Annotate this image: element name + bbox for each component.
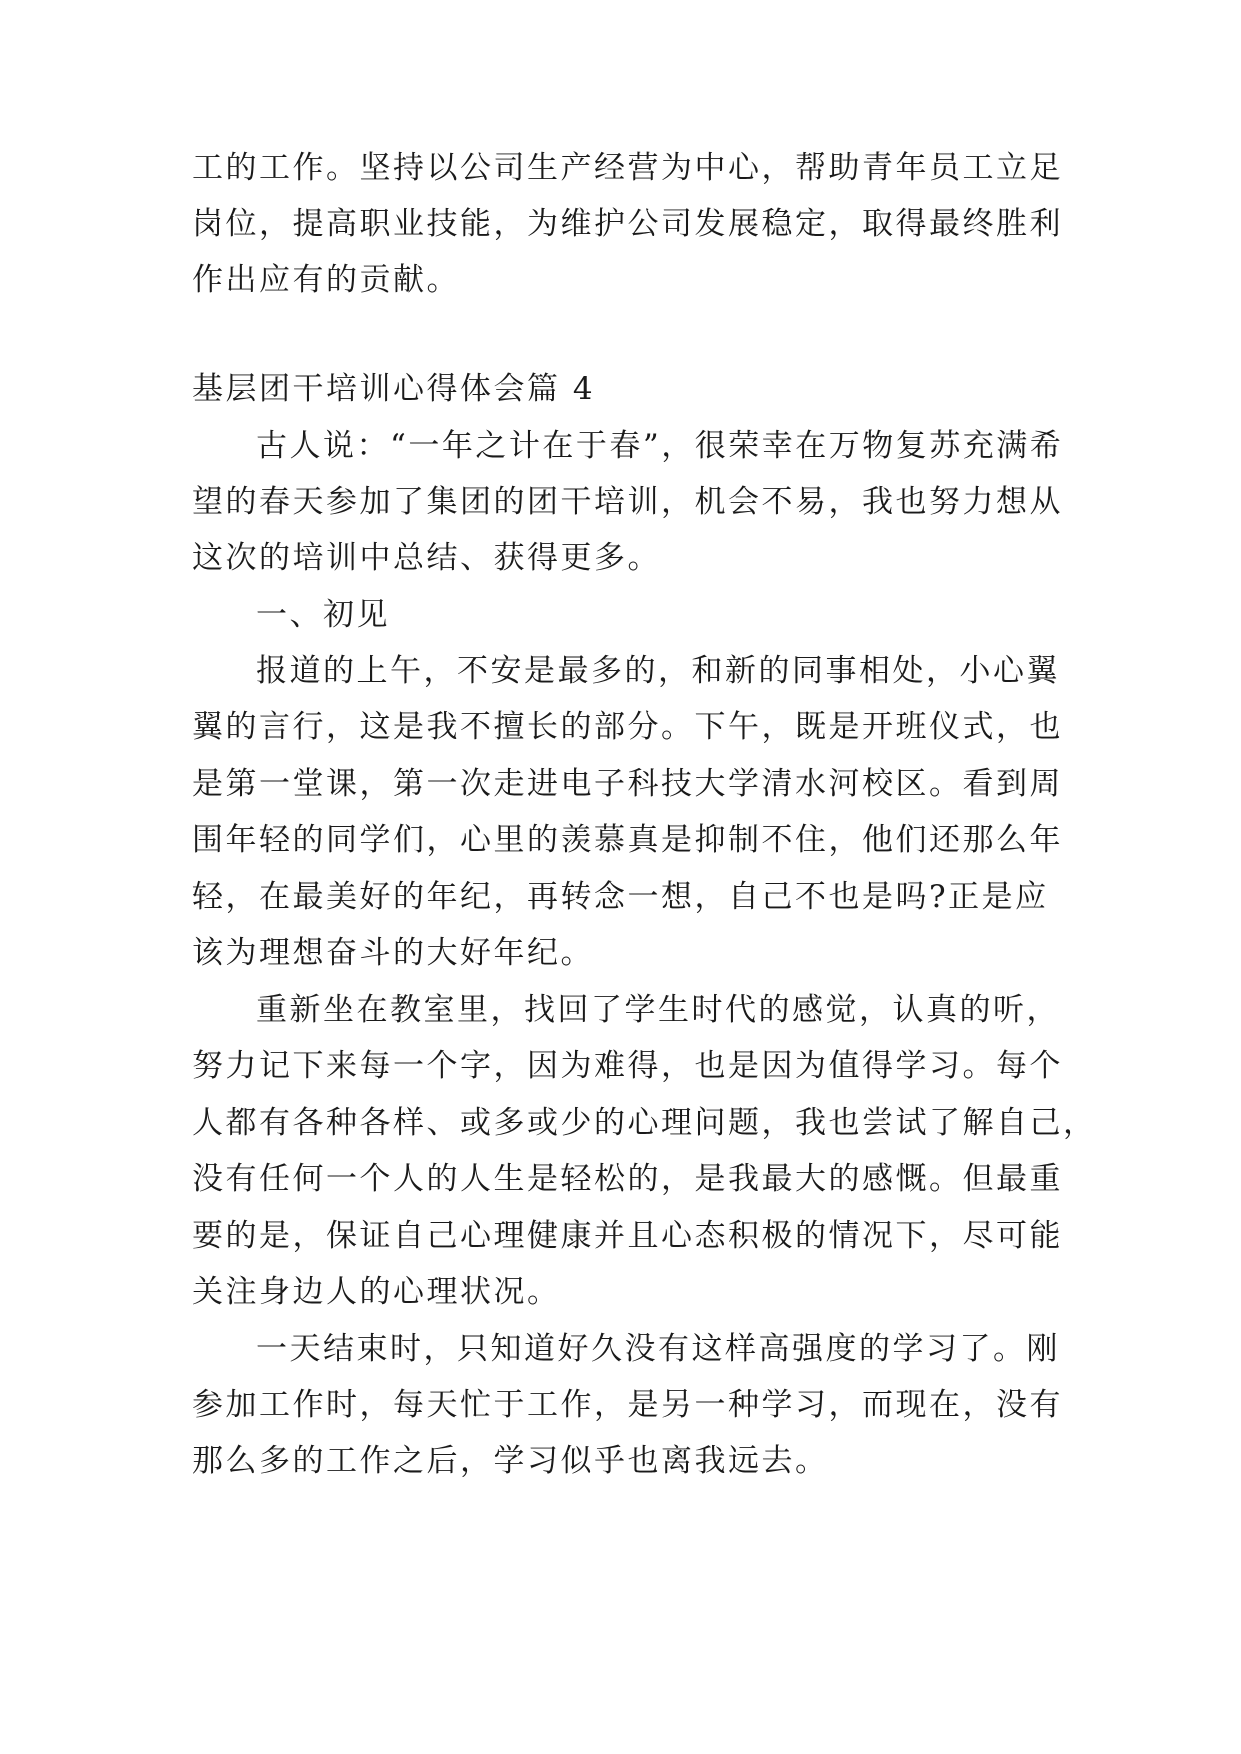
- paragraph-line: 没有任何一个人的人生是轻松的，是我最大的感慨。但最重: [192, 1161, 1063, 1197]
- paragraph-line: 参加工作时，每天忙于工作，是另一种学习，而现在，没有: [192, 1387, 1063, 1423]
- paragraph-line: 古人说：“一年之计在于春”，很荣幸在万物复苏充满希: [256, 428, 1064, 464]
- paragraph-line: 这次的培训中总结、获得更多。: [192, 540, 661, 576]
- intro-line: 岗位，提高职业技能，为维护公司发展稳定，取得最终胜利: [192, 206, 1063, 242]
- paragraph-line: 努力记下来每一个字，因为难得，也是因为值得学习。每个: [192, 1048, 1063, 1084]
- paragraph-line: 那么多的工作之后，学习似乎也离我远去。: [192, 1443, 829, 1479]
- paragraph-line: 关注身边人的心理状况。: [192, 1274, 561, 1310]
- intro-line: 作出应有的贡献。: [192, 262, 460, 298]
- paragraph-line: 轻，在最美好的年纪，再转念一想，自己不也是吗?正是应: [192, 879, 1049, 915]
- section-heading: 基层团干培训心得体会篇 4: [192, 371, 596, 407]
- intro-line: 工的工作。坚持以公司生产经营为中心，帮助青年员工立足: [192, 150, 1063, 186]
- paragraph-line: 要的是，保证自己心理健康并且心态积极的情况下，尽可能: [192, 1218, 1063, 1254]
- paragraph-line: 人都有各种各样、或多或少的心理问题，我也尝试了解自己，: [192, 1105, 1097, 1141]
- paragraph-line: 望的春天参加了集团的团干培训，机会不易，我也努力想从: [192, 484, 1063, 520]
- paragraph-line: 翼的言行，这是我不擅长的部分。下午，既是开班仪式，也: [192, 709, 1063, 745]
- paragraph-line: 是第一堂课，第一次走进电子科技大学清水河校区。看到周: [192, 766, 1063, 802]
- paragraph-line: 该为理想奋斗的大好年纪。: [192, 935, 594, 971]
- paragraph-line: 重新坐在教室里，找回了学生时代的感觉，认真的听，: [256, 992, 1060, 1028]
- paragraph-line: 报道的上午，不安是最多的，和新的同事相处，小心翼: [256, 653, 1060, 689]
- paragraph-line: 一天结束时，只知道好久没有这样高强度的学习了。刚: [256, 1331, 1060, 1367]
- subheading: 一、初见: [256, 597, 390, 633]
- paragraph-line: 围年轻的同学们，心里的羡慕真是抑制不住，他们还那么年: [192, 822, 1063, 858]
